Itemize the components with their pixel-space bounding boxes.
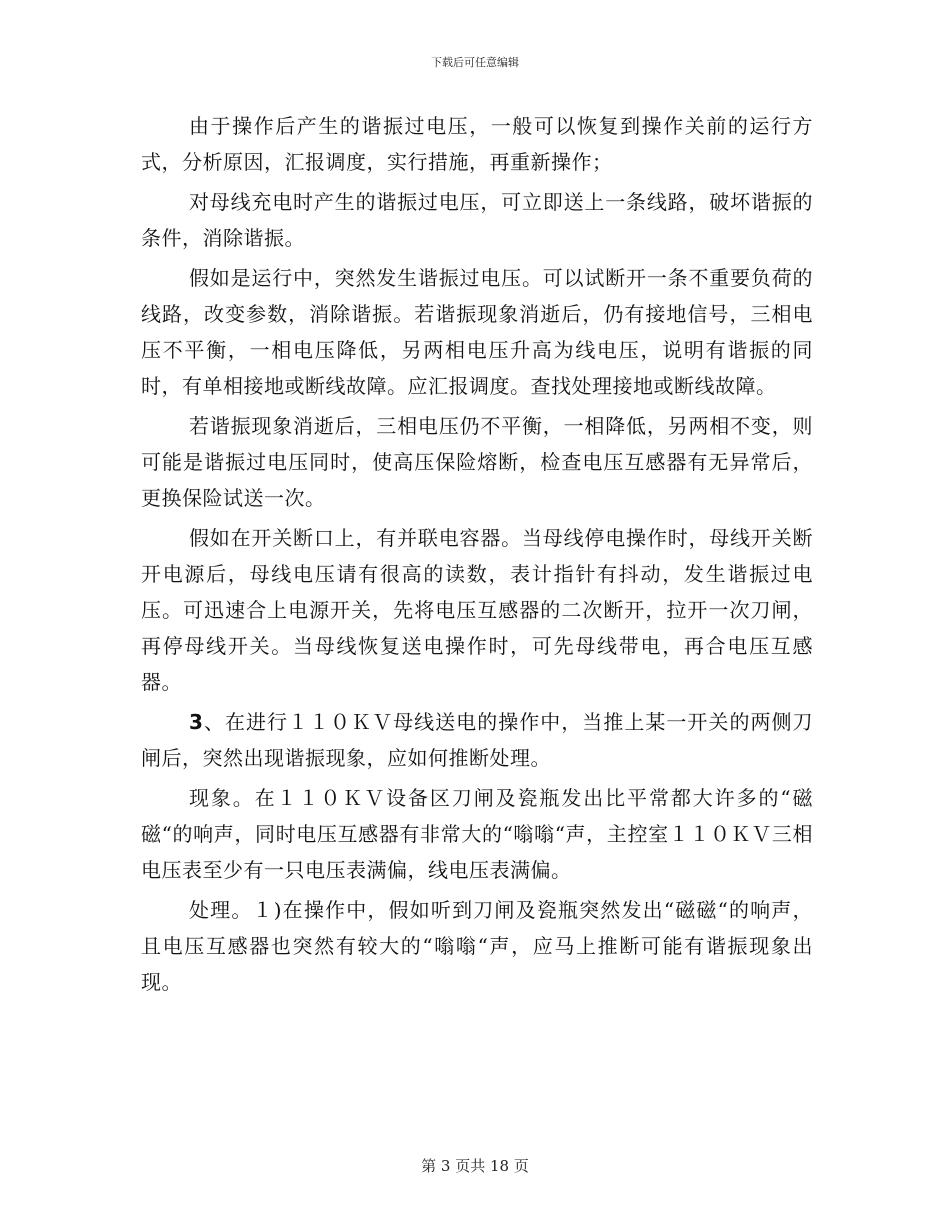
paragraph-2: 对母线充电时产生的谐振过电压，可立即送上一条线路，破坏谐振的条件，消除谐振。: [141, 190, 813, 250]
paragraph-1: 由于操作后产生的谐振过电压，一般可以恢复到操作关前的运行方式，分析原因，汇报调度，实行措施，再重新操作；: [141, 114, 813, 174]
paragraph-3: 假如是运行中，突然发生谐振过电压。可以试断开一条不重要负荷的线路，改变参数，消除谐振。若谐振现象消逝后，仍有接地信号，三相电压不平衡，一相电压降低，另两相电压升高为线电压，说明有谐振的同时，有单相接地或断线故障。应汇报调度。查找处理接地或断线故障。: [141, 266, 813, 398]
page-number: 第 3 页共 18 页: [421, 1157, 529, 1175]
question-3-paragraph: [141, 704, 813, 776]
handling-paragraph: 处理。１)在操作中，假如听到刀闸及瓷瓶突然发出“磁磁“的响声，且电压互感器也突然有较大的“嗡嗡“声，应马上推断可能有谐振现象出现。: [141, 898, 813, 994]
page-header-note: 下载后可任意编辑: [431, 56, 519, 69]
paragraph-5: 假如在开关断口上，有并联电容器。当母线停电操作时，母线开关断开电源后，母线电压请有很高的读数，表计指针有抖动，发生谐振过电压。可迅速合上电源开关，先将电压互感器的二次断开，拉开一次刀闸，再停母线开关。当母线恢复送电操作时，可先母线带电，再合电压互感器。: [141, 526, 813, 694]
question-3-text: 、在进行１１０ＫＶ母线送电的操作中，当推上某一开关的两侧刀闸后，突然出现谐振现象，应如何推断处理。: [141, 710, 813, 770]
paragraph-4: 若谐振现象消逝后，三相电压仍不平衡，一相降低，另两相不变，则可能是谐振过电压同时，使高压保险熔断，检查电压互感器有无异常后，更换保险试送一次。: [141, 414, 813, 510]
question-number: 3: [189, 710, 204, 734]
phenomenon-paragraph: 现象。在１１０ＫＶ设备区刀闸及瓷瓶发出比平常都大许多的“磁磁“的响声，同时电压互感器有非常大的“嗡嗡“声，主控室１１０ＫＶ三相电压表至少有一只电压表满偏，线电压表满偏。: [141, 786, 813, 882]
document-body: [141, 108, 813, 1000]
